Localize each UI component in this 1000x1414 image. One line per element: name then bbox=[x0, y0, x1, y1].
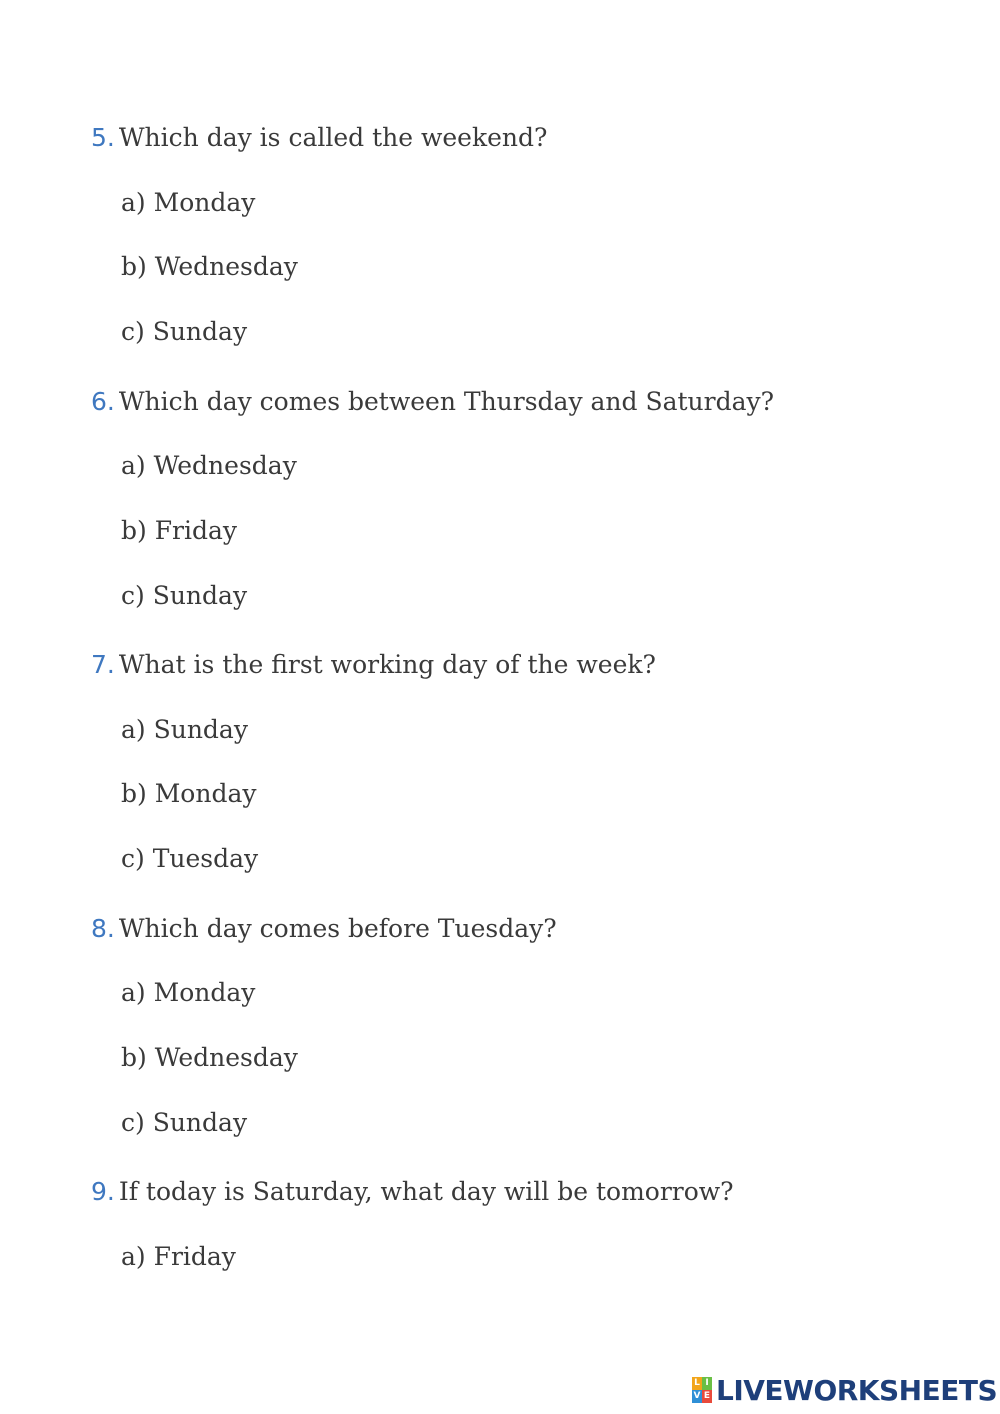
question-text: Which day comes between Thursday and Saturday? bbox=[118, 387, 775, 416]
answer-option[interactable]: a) Monday bbox=[121, 188, 256, 217]
answer-option[interactable]: a) Friday bbox=[121, 1242, 236, 1271]
question-number: 7. bbox=[91, 650, 115, 679]
logo-mark-letter: V bbox=[693, 1391, 701, 1401]
answer-option[interactable]: c) Sunday bbox=[121, 581, 248, 610]
answer-option[interactable]: b) Wednesday bbox=[121, 1043, 298, 1072]
question-number: 5. bbox=[91, 123, 115, 152]
logo-mark-letter: E bbox=[703, 1391, 711, 1401]
question-number: 9. bbox=[91, 1177, 115, 1206]
question-number: 6. bbox=[91, 387, 115, 416]
question-7 bbox=[91, 650, 656, 680]
liveworksheets-logo bbox=[692, 1374, 997, 1406]
answer-option[interactable]: a) Monday bbox=[121, 978, 256, 1007]
answer-option[interactable]: c) Sunday bbox=[121, 1108, 248, 1137]
question-text: If today is Saturday, what day will be tomorrow? bbox=[118, 1177, 734, 1206]
question-5 bbox=[91, 123, 547, 153]
question-text: Which day comes before Tuesday? bbox=[118, 914, 557, 943]
answer-option[interactable]: c) Tuesday bbox=[121, 844, 259, 873]
logo-mark-letter: L bbox=[692, 1377, 702, 1390]
answer-option[interactable]: b) Wednesday bbox=[121, 252, 298, 281]
answer-option[interactable]: a) Wednesday bbox=[121, 451, 297, 480]
question-8 bbox=[91, 914, 557, 944]
question-9 bbox=[91, 1177, 734, 1207]
question-text: Which day is called the weekend? bbox=[118, 123, 548, 152]
answer-option[interactable]: b) Friday bbox=[121, 516, 238, 545]
logo-mark-letter: I bbox=[702, 1377, 712, 1390]
question-6 bbox=[91, 387, 774, 417]
answer-option[interactable]: b) Monday bbox=[121, 779, 257, 808]
answer-option[interactable]: c) Sunday bbox=[121, 317, 248, 346]
question-text: What is the first working day of the week? bbox=[118, 650, 656, 679]
answer-option[interactable]: a) Sunday bbox=[121, 715, 248, 744]
logo-text: LIVEWORKSHEETS bbox=[716, 1373, 998, 1407]
question-number: 8. bbox=[91, 914, 115, 943]
liveworksheets-logo-icon bbox=[692, 1377, 712, 1403]
